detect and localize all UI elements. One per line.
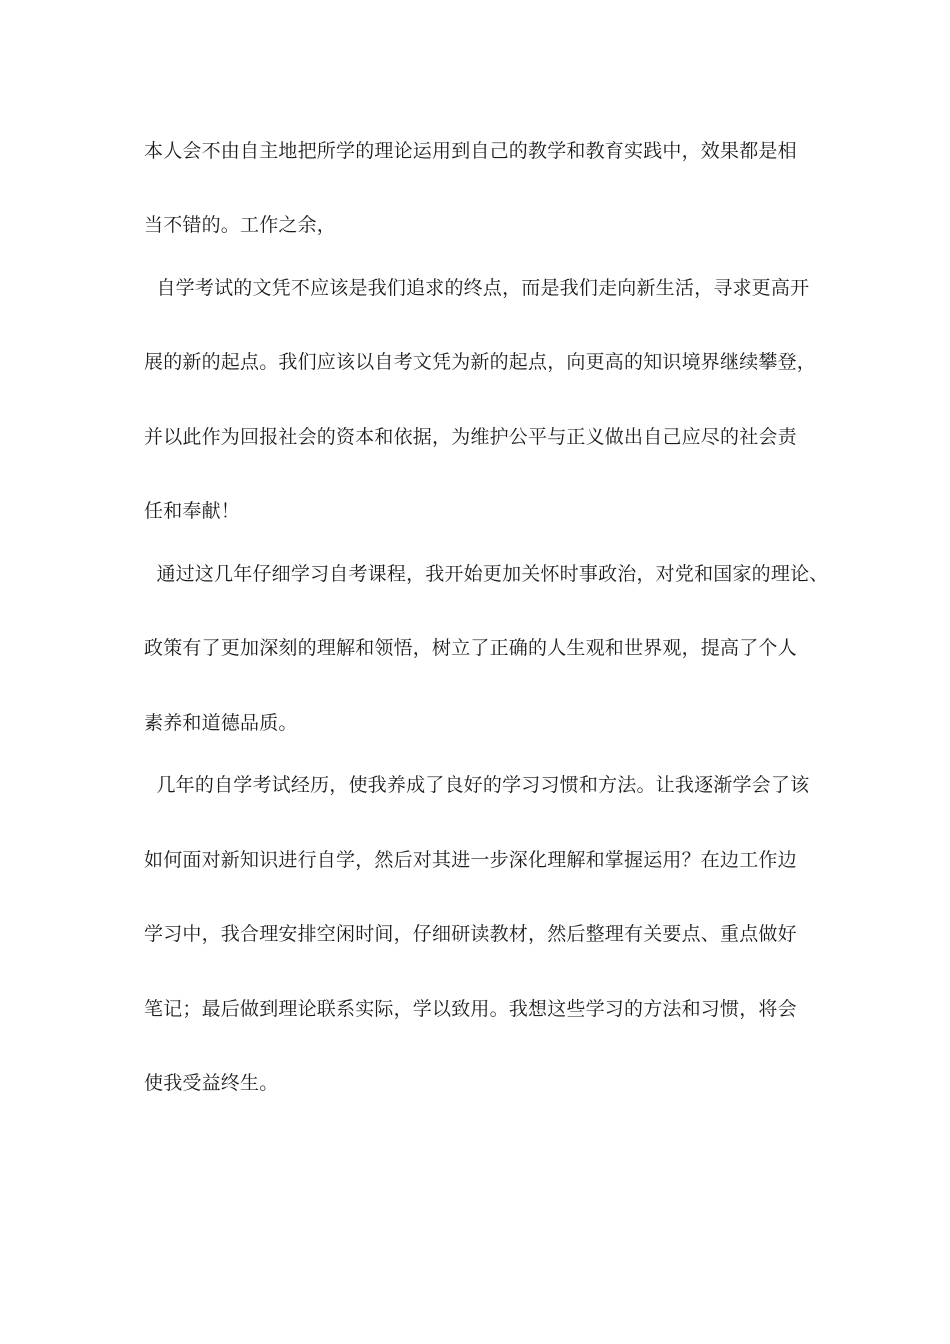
text-line: 本人会不由自主地把所学的理论运用到自己的教学和教育实践中，效果都是相 bbox=[144, 140, 797, 162]
text-line: 素养和道德品质。 bbox=[144, 712, 298, 734]
text-line: 学习中，我合理安排空闲时间，仔细研读教材，然后整理有关要点、重点做好 bbox=[144, 923, 797, 945]
paragraph-start-line: 几年的自学考试经历，使我养成了良好的学习习惯和方法。让我逐渐学会了该 bbox=[144, 774, 810, 796]
text-line: 笔记；最后做到理论联系实际，学以致用。我想这些学习的方法和习惯，将会 bbox=[144, 998, 797, 1020]
paragraph-start-line: 通过这几年仔细学习自考课程，我开始更加关怀时事政治，对党和国家的理论、 bbox=[144, 563, 829, 585]
text-line: 政策有了更加深刻的理解和领悟，树立了正确的人生观和世界观，提高了个人 bbox=[144, 637, 797, 659]
text-line: 并以此作为回报社会的资本和依据，为维护公平与正义做出自己应尽的社会责 bbox=[144, 426, 797, 448]
text-line: 任和奉献！ bbox=[144, 500, 241, 522]
paragraph-start-line: 自学考试的文凭不应该是我们追求的终点，而是我们走向新生活，寻求更高开 bbox=[144, 277, 810, 299]
text-line: 当不错的。工作之余， bbox=[144, 214, 337, 236]
text-line: 展的新的起点。我们应该以自考文凭为新的起点，向更高的知识境界继续攀登， bbox=[144, 351, 817, 373]
text-line: 如何面对新知识进行自学，然后对其进一步深化理解和掌握运用？在边工作边 bbox=[144, 849, 797, 871]
text-line: 使我受益终生。 bbox=[144, 1072, 279, 1094]
